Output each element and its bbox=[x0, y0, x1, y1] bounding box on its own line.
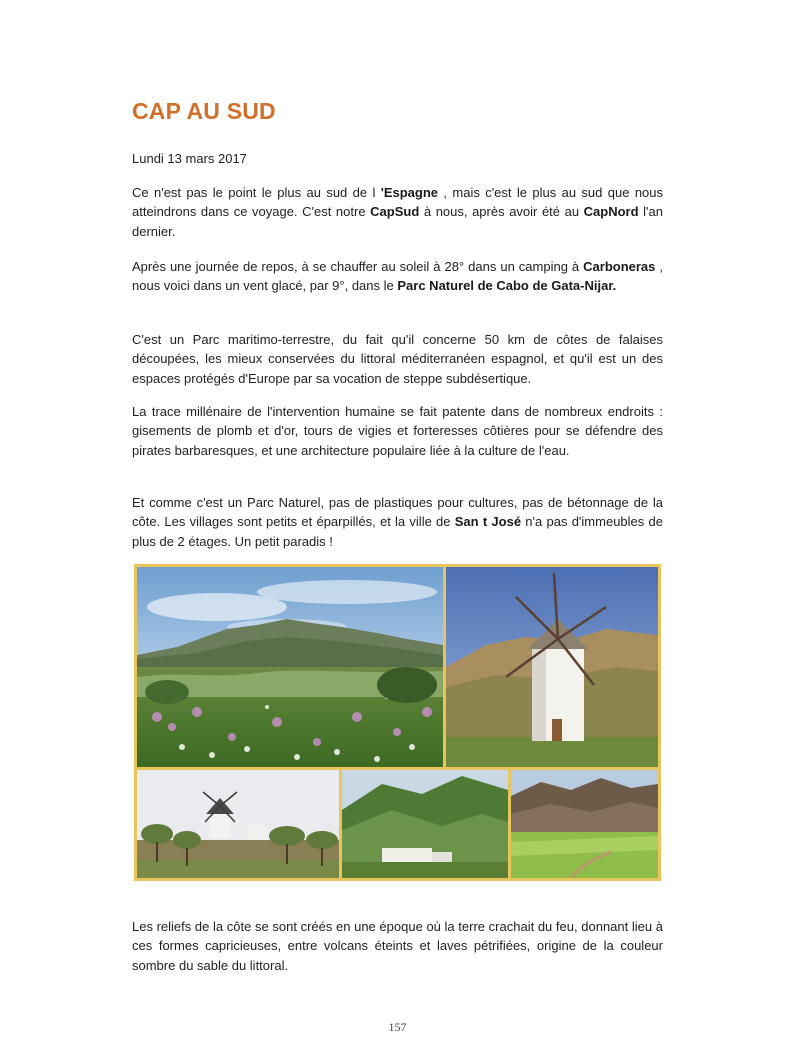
paragraph-4 bbox=[132, 402, 663, 460]
text-segment: Les reliefs de la côte se sont créés en une époque où la terre crachait du feu, donnant lieu à ces formes capricieuses, entre volcans éteints et laves pétrifiées, origine de la couleur sombre du sable du littoral. bbox=[132, 919, 663, 973]
paragraph-3 bbox=[132, 330, 663, 388]
paragraph-2 bbox=[132, 257, 663, 296]
text-segment: Et comme c'est un Parc Naturel, pas de plastiques pour cultures, pas de bétonnage de la côte. Les villages sont petits et éparpillés, et la ville de bbox=[132, 495, 663, 530]
bold-text: Parc Naturel de Cabo de Gata-Nijar. bbox=[397, 278, 617, 294]
mountain-landscape-photo bbox=[137, 567, 443, 767]
paragraph-1 bbox=[132, 183, 663, 241]
paragraph-6 bbox=[132, 917, 663, 975]
bold-text: San t José bbox=[454, 514, 522, 530]
text-segment: C'est un Parc maritimo-terrestre, du fait qu'il concerne 50 km de côtes de falaises découpées, les mieux conservées du littoral méditerranéen espagnol, et qu'il est un des espaces protégés d'Europe par sa vocation de steppe subdésertique. bbox=[132, 332, 663, 386]
bold-text: Carboneras bbox=[583, 259, 656, 274]
bold-text: CapSud bbox=[370, 204, 420, 220]
text-segment: n'a pas d'immeubles de plus de 2 étages. Un petit paradis ! bbox=[132, 514, 663, 549]
text-segment: La trace millénaire de l'intervention humaine se fait patente dans de nombreux endroits : gisements de plomb et d'or, tours de vigies et forteresses côtières pour se défendre des pirates barbaresques, et une architecture populaire liée à la culture de l'eau. bbox=[132, 404, 663, 458]
page-number: 157 bbox=[388, 1020, 407, 1034]
paragraph-5 bbox=[132, 493, 663, 551]
green-hills-photo bbox=[342, 770, 508, 878]
text-segment: l'an dernier. bbox=[132, 204, 663, 239]
bold-text: 'Espagne bbox=[380, 185, 439, 200]
text-segment: , nous voici dans un vent glacé, par 9°, dans le bbox=[132, 259, 663, 294]
bold-text: CapNord bbox=[583, 204, 639, 220]
valley-photo bbox=[511, 770, 658, 878]
text-segment: , mais c'est le plus au sud que nous atteindrons dans ce voyage. C'est notre bbox=[132, 185, 664, 220]
page-title: CAP AU SUD bbox=[132, 98, 276, 124]
text-segment: à nous, après avoir été au bbox=[419, 204, 584, 220]
windmill-village-photo bbox=[137, 770, 339, 878]
photo-collage bbox=[134, 564, 661, 881]
text-segment: Après une journée de repos, à se chauffer au soleil à 28° dans un camping à bbox=[132, 259, 584, 274]
date-line: Lundi 13 mars 2017 bbox=[132, 151, 247, 166]
windmill-photo bbox=[446, 567, 658, 767]
text-segment: Ce n'est pas le point le plus au sud de l bbox=[132, 185, 381, 200]
